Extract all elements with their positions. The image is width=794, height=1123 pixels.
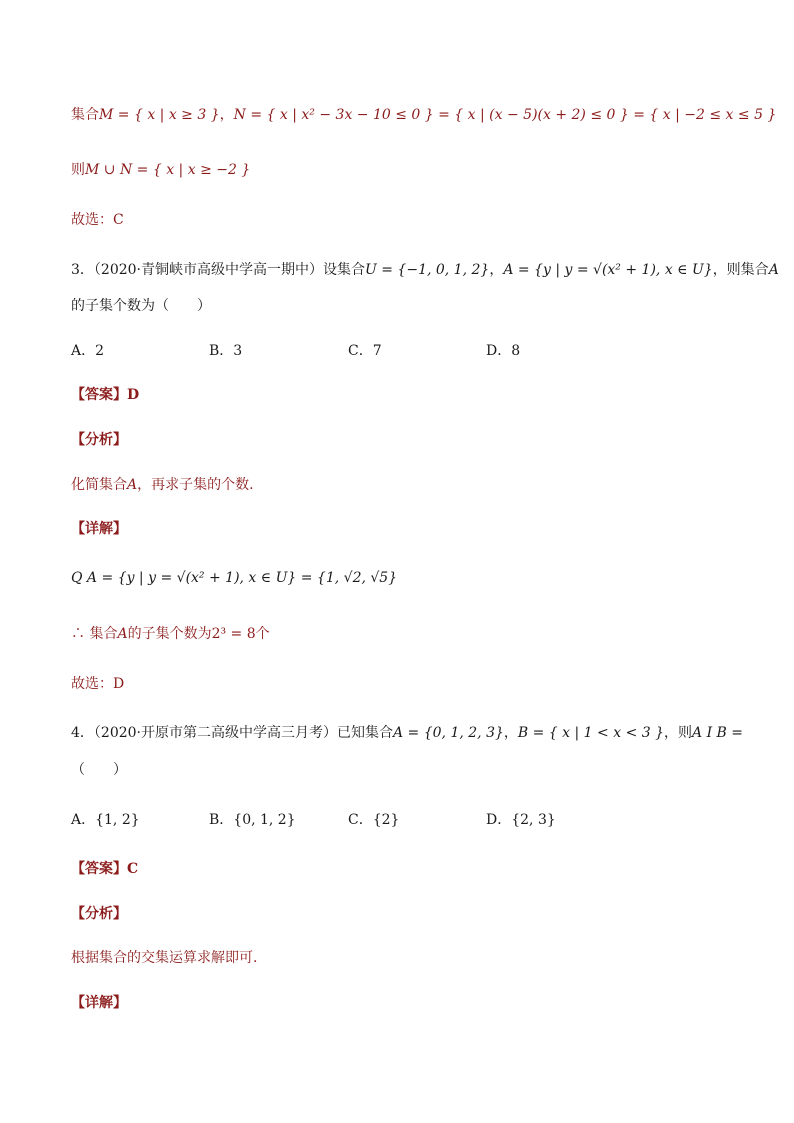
separator: ， bbox=[489, 262, 504, 278]
conclusion-prefix: ∴ 集合 bbox=[71, 626, 118, 642]
choice-line: 故选：C bbox=[71, 212, 124, 228]
detail-label: 【详解】 bbox=[71, 995, 127, 1011]
question-3-stem bbox=[71, 260, 779, 280]
question-mid: ，则 bbox=[664, 725, 693, 741]
set-b-expression: B = { x | 1 < x < 3 } bbox=[517, 725, 665, 741]
conclusion-mid: 的子集个数为 bbox=[127, 626, 212, 642]
separator: ， bbox=[219, 107, 234, 123]
variable-a: A bbox=[117, 626, 128, 642]
text-prefix: 则 bbox=[71, 162, 85, 178]
text-prefix: 集合 bbox=[71, 107, 99, 123]
union-expression: M ∪ N = { x | x ≥ −2 } bbox=[85, 162, 251, 178]
option-c: C．{2} bbox=[348, 812, 400, 828]
set-n-expression: N = { x | x² − 3x − 10 ≤ 0 } = { x | (x − 5)(x + 2) ≤ 0 } = { x | −2 ≤ x ≤ 5 } bbox=[233, 107, 777, 123]
intersection-expression: A I B = bbox=[692, 725, 744, 741]
analysis-text: 根据集合的交集运算求解即可. bbox=[71, 950, 258, 966]
answer-label: 【答案】C bbox=[71, 861, 139, 877]
answer-label: 【答案】D bbox=[71, 387, 140, 403]
option-a: A．{1, 2} bbox=[71, 812, 140, 828]
detail-label: 【详解】 bbox=[71, 521, 127, 537]
option-d: D．8 bbox=[486, 343, 521, 359]
solution-line-sets bbox=[71, 105, 776, 125]
set-a-expression: A = {y | y = √(x² + 1), x ∈ U} bbox=[503, 262, 713, 278]
question-3-stem-line2: 的子集个数为（ ） bbox=[71, 298, 211, 314]
separator: ， bbox=[503, 725, 518, 741]
option-c: C．7 bbox=[348, 343, 382, 359]
set-u-expression: U = {−1, 0, 1, 2} bbox=[365, 262, 490, 278]
question-prefix: 3．（2020·青铜峡市高级中学高一期中）设集合 bbox=[71, 262, 365, 278]
option-a: A．2 bbox=[71, 343, 105, 359]
conclusion-line bbox=[71, 624, 270, 644]
variable-a: A bbox=[127, 477, 138, 493]
analysis-label: 【分析】 bbox=[71, 906, 127, 922]
question-4-stem-line2: （ ） bbox=[71, 762, 127, 778]
variable-a: A bbox=[768, 262, 779, 278]
analysis-text bbox=[71, 475, 254, 495]
question-4-stem bbox=[71, 723, 743, 743]
option-b: B．3 bbox=[209, 343, 243, 359]
set-a-expression: A = {0, 1, 2, 3} bbox=[393, 725, 504, 741]
set-a-simplified: Q A = {y | y = √(x² + 1), x ∈ U} = {1, √2, √5} bbox=[71, 570, 398, 586]
solution-line-union bbox=[71, 160, 250, 180]
question-prefix: 4．（2020·开原市第二高级中学高三月考）已知集合 bbox=[71, 725, 393, 741]
conclusion-suffix: 个 bbox=[255, 626, 270, 642]
analysis-prefix: 化简集合 bbox=[71, 477, 127, 493]
analysis-label: 【分析】 bbox=[71, 432, 127, 448]
question-suffix: ，则集合 bbox=[712, 262, 769, 278]
option-d: D．{2, 3} bbox=[486, 812, 556, 828]
subset-count-expression: 2³ = 8 bbox=[211, 626, 256, 642]
detail-expression bbox=[71, 568, 397, 588]
set-m-expression: M = { x | x ≥ 3 } bbox=[99, 107, 220, 123]
option-b: B．{0, 1, 2} bbox=[209, 812, 296, 828]
choice-line: 故选：D bbox=[71, 676, 125, 692]
analysis-suffix: ，再求子集的个数. bbox=[137, 477, 254, 493]
